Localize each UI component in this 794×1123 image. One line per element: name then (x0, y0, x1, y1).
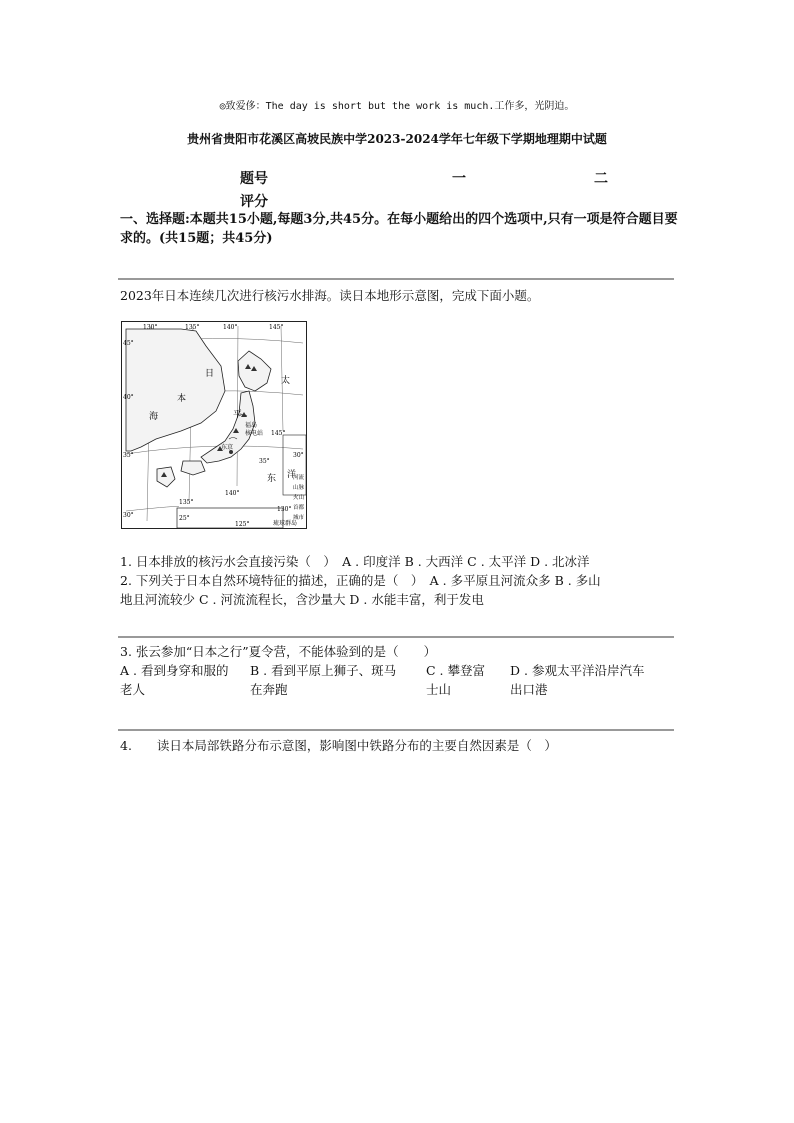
q3-option-a-line1: A . 看到身穿和服的 (120, 663, 229, 678)
east-char: 东 (267, 474, 277, 484)
q3-option-d-line1: D . 参观太平洋沿岸汽车 (510, 663, 645, 678)
q3-option-d (510, 661, 644, 699)
q3-option-c (426, 661, 485, 699)
inset-caption: 琉球群岛 (273, 520, 298, 527)
lat-45: 45° (123, 340, 134, 347)
q3-option-a-line2: 老人 (120, 682, 146, 697)
lon-145: 145° (269, 324, 284, 331)
legend-mountain: 山脉 (293, 485, 305, 491)
legend-river: 河流 (293, 475, 305, 481)
inset-lat-30: 30° (293, 452, 304, 459)
plant-label-1: 福岛 (245, 422, 258, 429)
section-heading: 一、选择题:本题共15小题,每题3分,共45分。在每小题给出的四个选项中,只有一项是符合题目要求的。(共15题；共45分) (120, 212, 678, 246)
score-row2-label: 评分 (240, 194, 268, 210)
inset-lon-125: 125° (235, 521, 250, 528)
score-col-2: 二 (594, 171, 608, 187)
divider (118, 636, 674, 638)
question-2-line1: 2. 下列关于日本自然环境特征的描述，正确的是（ ） A . 多平原且河流众多 B . 多山 (120, 573, 601, 588)
score-row-label: 题号 (240, 171, 268, 187)
inset-lon-130: 130° (277, 506, 292, 513)
sea-char-3: 海 (149, 412, 159, 422)
question-4: 4. 读日本局部铁路分布示意图，影响图中铁路分布的主要自然因素是（ ） (120, 738, 557, 753)
legend-volcano: 火山 (293, 495, 305, 501)
lon-140: 140° (223, 324, 238, 331)
q3-option-c-line1: C . 攀登富 (426, 663, 485, 678)
q3-option-d-line2: 出口港 (510, 682, 548, 697)
lon-130: 130° (143, 324, 158, 331)
small-35: 35° (259, 458, 270, 465)
lat-35: 35° (123, 452, 134, 459)
divider (118, 729, 674, 731)
question-3: 3. 张云参加“日本之行”夏令营，不能体验到的是（ ） (120, 644, 437, 659)
legend-city: 城市 (293, 515, 305, 521)
inset-lon-135: 135° (179, 499, 194, 506)
question-1: 1. 日本排放的核污水会直接污染（ ） A . 印度洋 B . 大西洋 C . 太平洋 D . 北冰洋 (120, 554, 590, 569)
lon-135: 135° (185, 324, 200, 331)
q3-option-b-line1: B . 看到平原上狮子、斑马 (250, 663, 397, 678)
q3-option-b (250, 661, 396, 699)
q3-option-a (120, 661, 228, 699)
lat-30: 30° (123, 512, 134, 519)
sea-char-2: 本 (177, 394, 187, 404)
tokyo-label: 东京 (221, 444, 234, 451)
legend-capital: 首都 (293, 505, 305, 511)
q3-option-c-line2: 士山 (426, 682, 452, 697)
q3-option-b-line2: 在奔跑 (250, 682, 288, 697)
ocean-char-3: 洋 (287, 470, 297, 480)
lat-40: 40° (123, 394, 134, 401)
score-col-1: 一 (452, 171, 466, 187)
sea-char-1: 日 (205, 369, 215, 379)
divider (118, 278, 674, 280)
exam-title: 贵州省贵阳市花溪区高坡民族中学2023-2024学年七年级下学期地理期中试题 (187, 132, 607, 146)
question-2-line2: 地且河流较少 C . 河流流程长，含沙量大 D . 水能丰富，利于发电 (120, 592, 484, 607)
intro-text: 2023年日本连续几次进行核污水排海。读日本地形示意图，完成下面小题。 (120, 288, 540, 303)
small-145: 145° (271, 430, 286, 437)
plant-label-2: 核电站 (245, 430, 264, 437)
ocean-char-2: 平 (233, 410, 243, 420)
inset-lat-25: 25° (179, 515, 190, 522)
inset-lon-140: 140° (225, 490, 240, 497)
motto: ◎致爱侈：The day is short but the work is much.工作多，光阴迫。 (219, 101, 575, 112)
ocean-char-1: 太 (281, 376, 291, 386)
japan-terrain-map (121, 321, 307, 529)
